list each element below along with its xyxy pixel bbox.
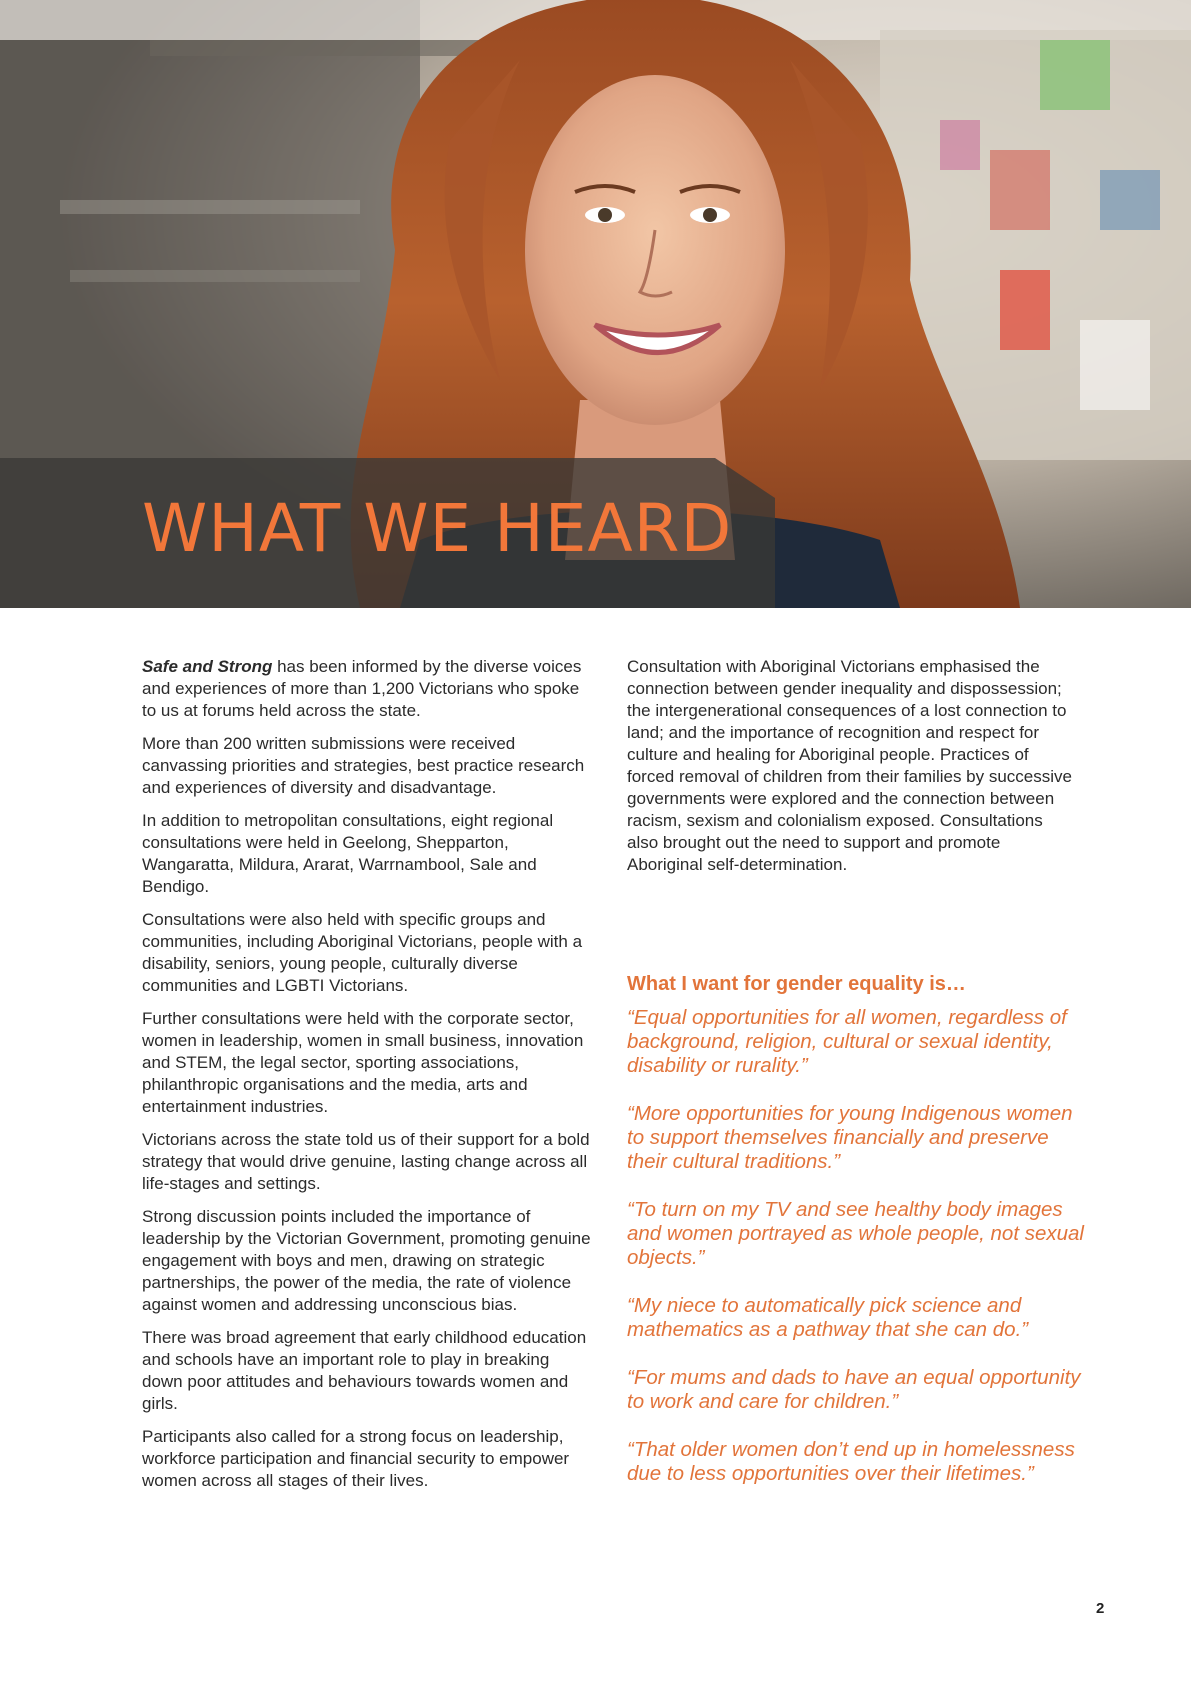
quote-item: “That older women don’t end up in homelessness due to less opportunities over their lifetimes.” [627,1438,1075,1485]
page-number: 2 [1096,1600,1105,1617]
quote-item: “Equal opportunities for all women, regardless of background, religion, cultural or sexual identity, disability or rurality.” [627,1006,1067,1077]
right-column [627,656,1077,887]
paragraph-sectors: Further consultations were held with the corporate sector, women in leadership, women in small business, innovation and STEM, the legal sector, sporting associations, philanthropic organisations and the media, arts and entertainment industries. [142,1009,584,1116]
quote-item: “My niece to automatically pick science and mathematics as a pathway that she can do.” [627,1294,1029,1341]
paragraph-intro [142,656,594,722]
paragraph-groups: Consultations were also held with specific groups and communities, including Aboriginal Victorians, people with a disability, seniors, young people, culturally diverse communities and LGBTI Victorians. [142,910,583,995]
paragraph-discussion: Strong discussion points included the importance of leadership by the Victorian Government, promoting genuine engagement with boys and men, drawing on strategic partnerships, the power of the media, the rate of violence against women and addressing unconscious bias. [142,1207,591,1314]
paragraph-education: There was broad agreement that early childhood education and schools have an important role to play in breaking down poor attitudes and behaviours towards women and girls. [142,1328,587,1413]
paragraph-regional: In addition to metropolitan consultations, eight regional consultations were held in Geelong, Shepparton, Wangaratta, Mildura, Ararat, Warrnambool, Sale and Bendigo. [142,811,554,896]
paragraph-submissions: More than 200 written submissions were received canvassing priorities and strategies, best practice research and experiences of diversity and disadvantage. [142,734,585,797]
paragraph-aboriginal: Consultation with Aboriginal Victorians emphasised the connection between gender inequality and dispossession; the intergenerational consequences of a lost connection to land; and the importance of recognition and respect for culture and healing for Aboriginal people. Practices of forced removal of children from their families by successive governments were explored and the connection between racism, sexism and colonialism exposed. Consultations also brought out the need to support and promote Aboriginal self-determination. [627,657,1072,874]
publication-name: Safe and Strong [142,657,273,676]
paragraph-support: Victorians across the state told us of their support for a bold strategy that would drive genuine, lasting change across all life-stages and settings. [142,1130,590,1193]
paragraph-intro-text: has been informed by the diverse voices and experiences of more than 1,200 Victorians who spoke to us at forums held across the state. [142,657,582,720]
left-column [142,656,594,1503]
paragraph-participants: Participants also called for a strong focus on leadership, workforce participation and financial security to empower women across all stages of their lives. [142,1427,570,1490]
quote-item: “For mums and dads to have an equal opportunity to work and care for children.” [627,1366,1081,1413]
quotes-list [627,1006,1087,1510]
page-title: WHAT WE HEARD [142,490,733,567]
quotes-heading: What I want for gender equality is… [627,973,966,995]
quote-item: “To turn on my TV and see healthy body images and women portrayed as whole people, not sexual objects.” [627,1198,1084,1269]
quote-item: “More opportunities for young Indigenous women to support themselves financially and preserve their cultural traditions.” [627,1102,1073,1173]
